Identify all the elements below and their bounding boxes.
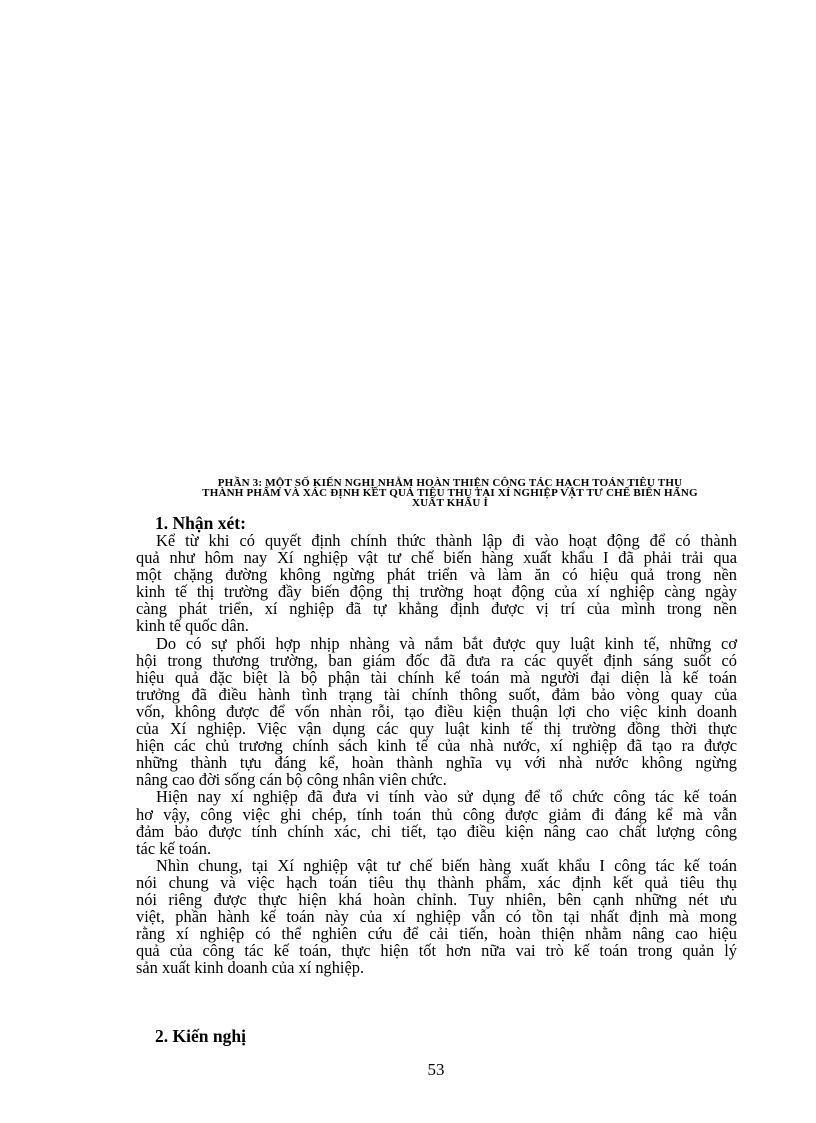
text-line: rằng xí nghiệp có thể nghiên cứu để cải tiến, hoàn thiện nhằm nâng cao hiệu [136, 924, 737, 944]
text-line: quả như hôm nay Xí nghiệp vật tư chế biến hàng xuất khẩu I đã phải trải qua [136, 548, 737, 568]
text-line: quả của công tác kế toán, thực hiện tốt hơn nữa vai trò kế toán trong quản lý [136, 941, 737, 961]
text-line: nói riêng được thực hiện khá hoàn chỉnh. Tuy nhiên, bên cạnh những nét ưu [136, 889, 737, 909]
text-line: hội trong thương trường, ban giám đốc đã đưa ra các quyết định sáng suốt có [136, 650, 737, 670]
text-line: Do có sự phối hợp nhịp nhàng và nắm bắt được quy luật kinh tế, những cơ [156, 633, 737, 653]
text-line: Nhìn chung, tại Xí nghiệp vật tư chế biến hàng xuất khẩu I công tác kế toán [156, 855, 737, 875]
text-line: càng phát triển, xí nghiệp đã tự khẳng định được vị trí của mình trong nền [136, 599, 737, 619]
page-number: 53 [427, 1060, 445, 1079]
text-line: Kể từ khi có quyết định chính thức thành lập đi vào hoạt động để có thành [156, 531, 737, 550]
text-line: kinh tế quốc dân. [136, 616, 249, 636]
text-line: hiệu quả đặc biệt là bộ phận tài chính kế toán mà người đại diện là kế toán [136, 667, 737, 687]
text-line: nói chung và việc hạch toán tiêu thụ thành phẩm, xác định kết quả tiêu thụ [136, 872, 737, 892]
text-line: hiện các chủ trương chính sách kinh tế của nhà nước, xí nghiệp đã tạo ra được [136, 736, 737, 756]
text-line: việt, phần hành kế toán này của xí nghiệp vẫn có tồn tại nhất định mà mong [136, 907, 737, 927]
text-line: kinh tế thị trường đầy biến động thị trường hoạt động của xí nghiệp càng ngày [136, 582, 737, 602]
text-line: hơ vậy, công việc ghi chép, tính toán thủ công được giảm đi đáng kể mà vẫn [136, 804, 737, 824]
text-line: sản xuất kinh doanh của xí nghiệp. [136, 958, 365, 978]
text-line: vốn, không được để vốn nhàn rỗi, tạo điều kiện thuận lợi cho việc kinh doanh [136, 701, 737, 721]
part-heading-line: PHẦN 3: MỘT SỐ KIẾN NGHỊ NHẰM HOÀN THIỆN CÔNG TÁC HẠCH TOÁN TIÊU THỤ [217, 477, 683, 489]
text-line: những thành tựu đáng kể, hoàn thành nghĩa vụ với nhà nước không ngừng [136, 753, 737, 773]
text-line: của Xí nghiệp. Việc vận dụng các quy luật kinh tế thị trường đồng thời thực [136, 719, 737, 739]
part-heading [150, 478, 750, 508]
text-line: trưởng đã điều hành tình trạng tài chính thông suốt, đảm bảo vòng quay của [136, 684, 737, 704]
text-line: tác kế toán. [136, 838, 212, 858]
paragraph-4 [136, 857, 737, 977]
part-heading-line: THÀNH PHẨM VÀ XÁC ĐỊNH KẾT QUẢ TIÊU THỤ TẠI XÍ NGHIỆP VẬT TƯ CHẾ BIẾN HÀNG [202, 487, 698, 499]
section-1-title: 1. Nhận xét: [155, 513, 246, 533]
text-line: một chặng đường không ngừng phát triển và làm ăn có hiệu quả trong nền [136, 565, 737, 585]
paragraph-2 [136, 635, 737, 789]
part-heading-line: XUẤT KHẨU I [412, 497, 488, 509]
paragraph-1 [136, 532, 737, 635]
text-line: nâng cao đời sống cán bộ công nhân viên chức. [136, 770, 447, 790]
text-line: Hiện nay xí nghiệp đã đưa vi tính vào sử dụng để tổ chức công tác kế toán [156, 787, 737, 807]
section-2-title: 2. Kiến nghị [155, 1026, 246, 1046]
text-line: đảm bảo được tính chính xác, chi tiết, tạo điều kiện nâng cao chất lượng công [136, 821, 737, 841]
paragraph-3 [136, 788, 737, 856]
section-1-body [136, 532, 737, 976]
